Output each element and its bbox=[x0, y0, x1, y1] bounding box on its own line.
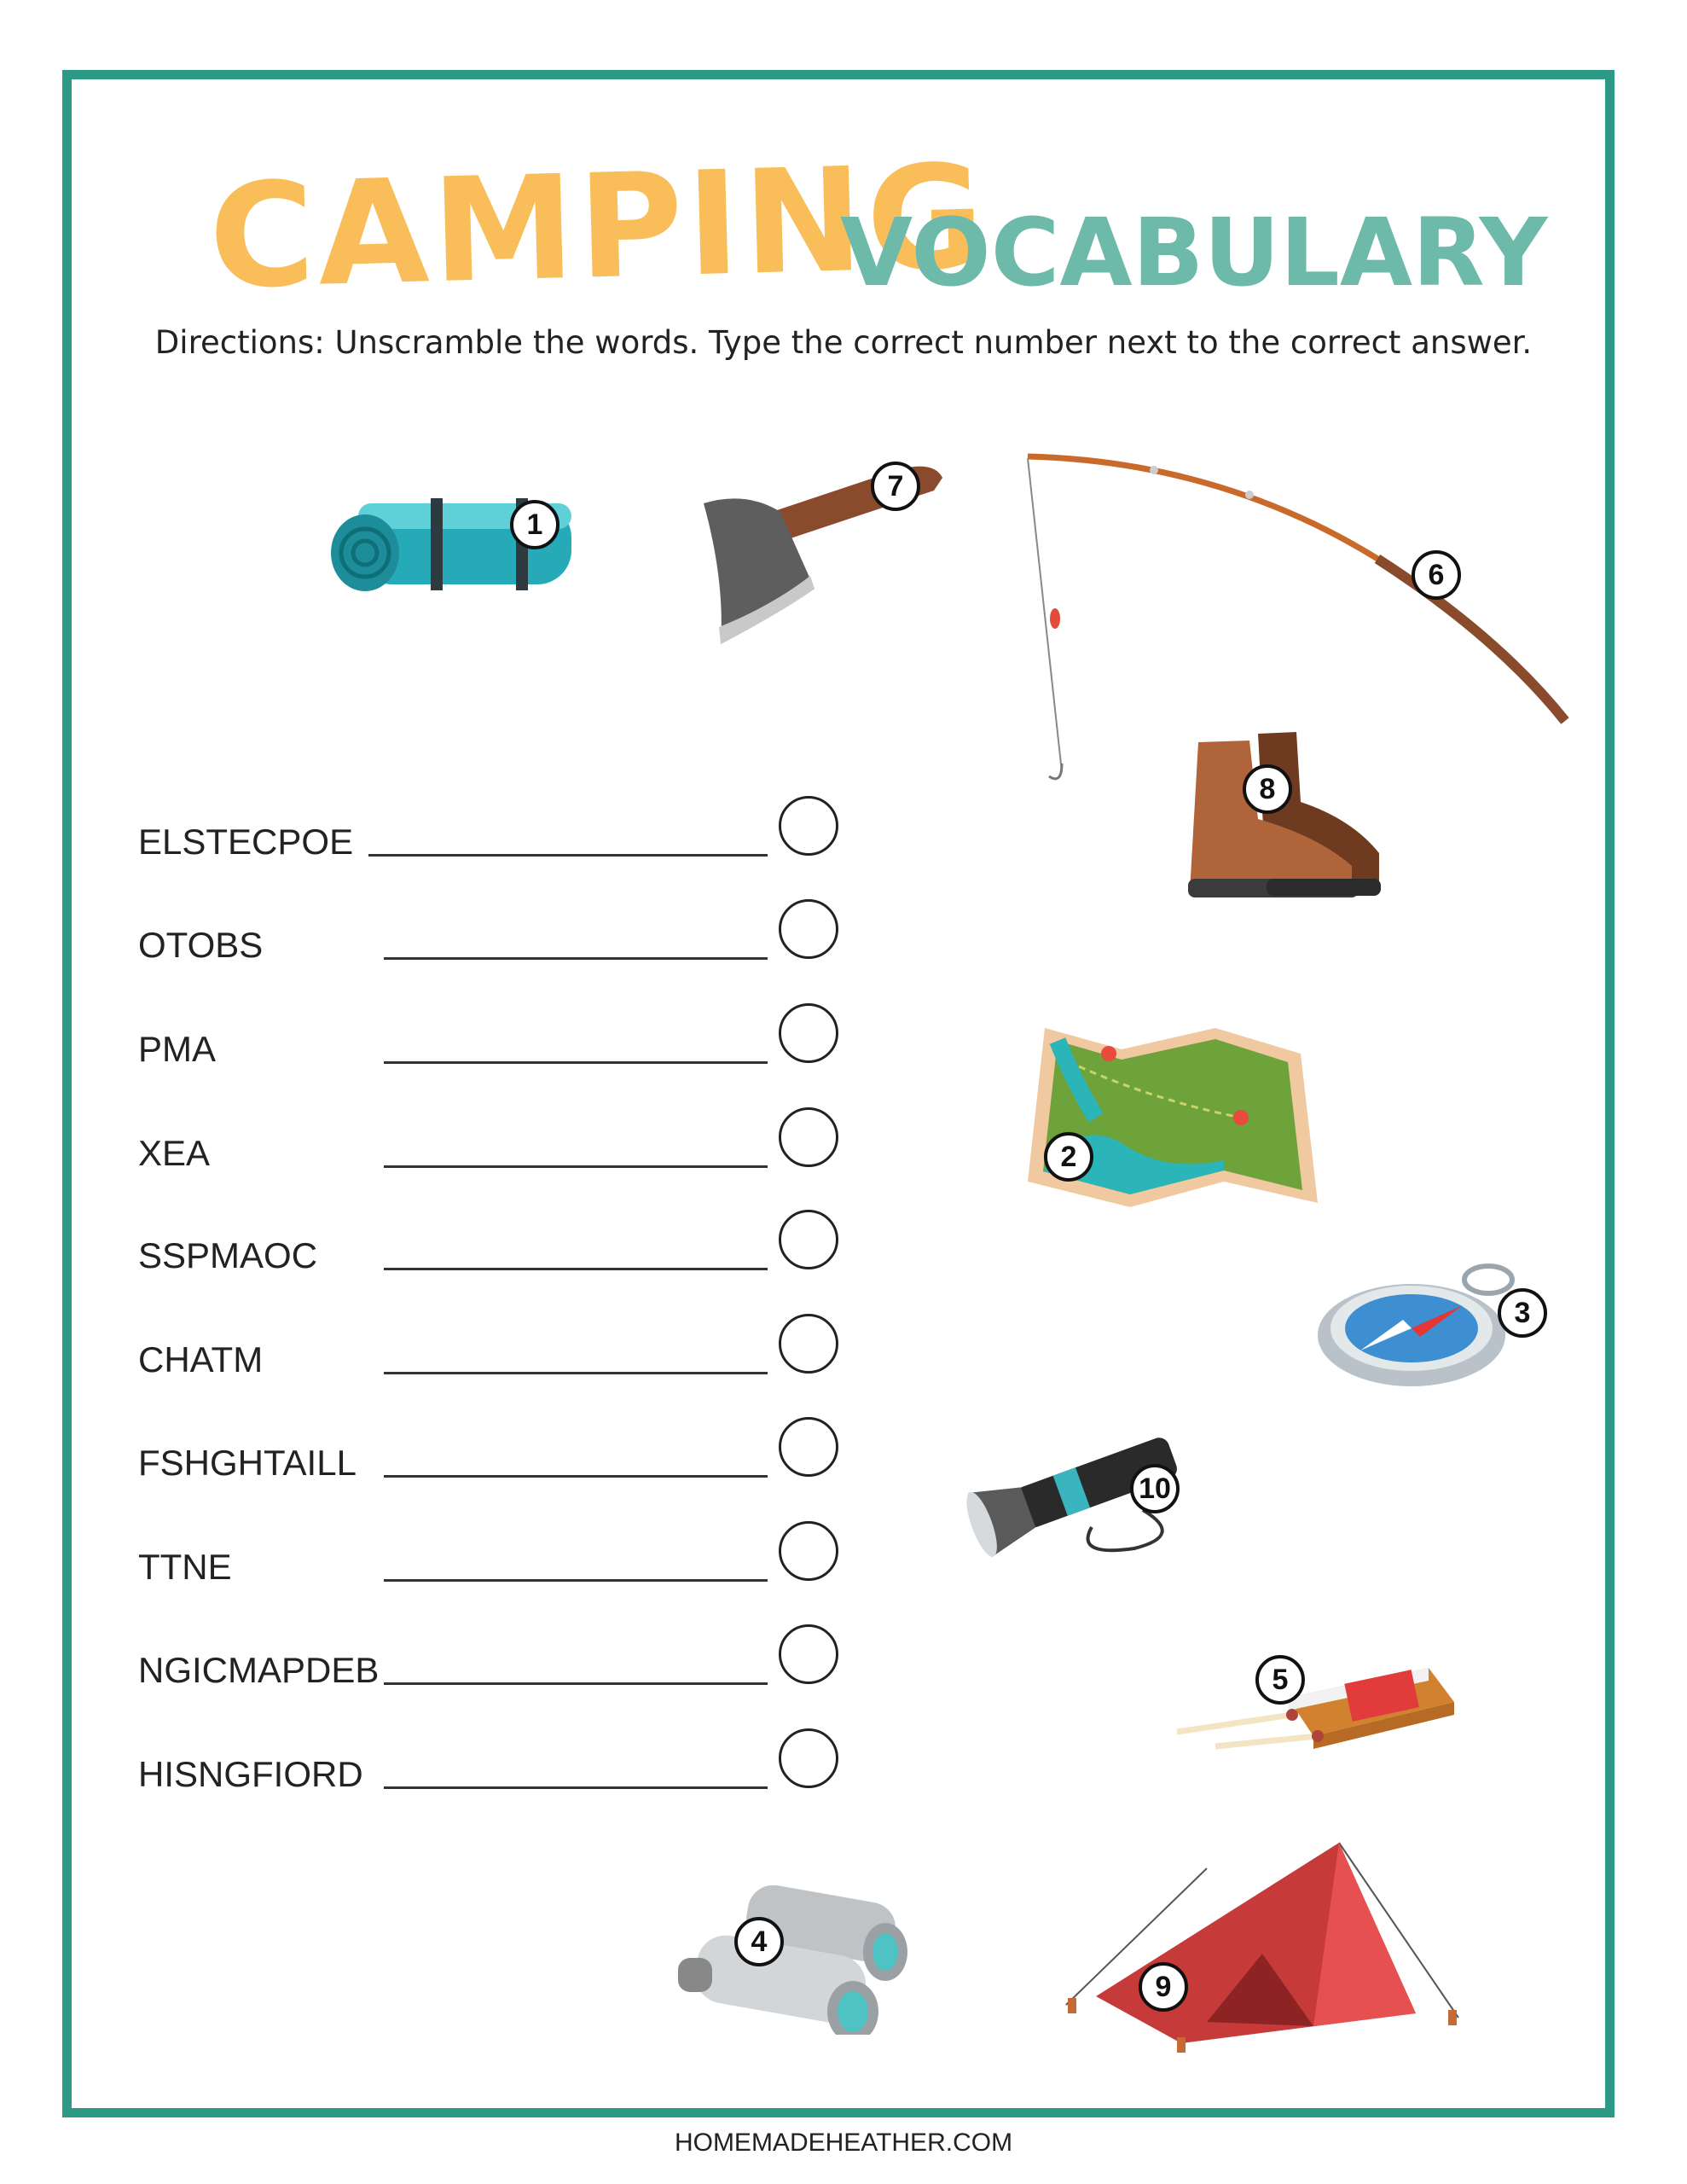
title-camping: CAMPING bbox=[206, 133, 990, 321]
word-row-9 bbox=[0, 1635, 938, 1711]
answer-number-circle[interactable] bbox=[779, 1728, 838, 1788]
answer-number-circle[interactable] bbox=[779, 1003, 838, 1063]
footer-website: HOMEMADEHEATHER.COM bbox=[674, 2129, 1013, 2157]
scrambled-word: TTNE bbox=[138, 1547, 232, 1587]
answer-line[interactable] bbox=[384, 1579, 768, 1582]
scrambled-word: OTOBS bbox=[138, 925, 264, 965]
matches-icon bbox=[1173, 1651, 1463, 1757]
number-badge: 8 bbox=[1243, 764, 1292, 814]
answer-number-circle[interactable] bbox=[779, 1107, 838, 1167]
answer-number-circle[interactable] bbox=[779, 1314, 838, 1374]
word-row-2 bbox=[0, 909, 938, 986]
answer-number-circle[interactable] bbox=[779, 899, 838, 959]
scrambled-word: SSPMAOC bbox=[138, 1235, 318, 1275]
number-badge: 3 bbox=[1498, 1288, 1547, 1338]
number-badge: 2 bbox=[1044, 1132, 1093, 1182]
answer-number-circle[interactable] bbox=[779, 1210, 838, 1269]
number-badge: 4 bbox=[734, 1917, 784, 1966]
compass-icon bbox=[1313, 1258, 1527, 1391]
answer-line[interactable] bbox=[368, 854, 768, 857]
answer-line[interactable] bbox=[384, 1682, 768, 1685]
word-row-5 bbox=[0, 1220, 938, 1297]
hiking-boots-icon bbox=[1181, 725, 1386, 909]
number-badge: 7 bbox=[871, 462, 920, 511]
number-badge: 10 bbox=[1130, 1464, 1180, 1513]
answer-number-circle[interactable] bbox=[779, 796, 838, 856]
scrambled-word: CHATM bbox=[138, 1339, 264, 1380]
word-row-3 bbox=[0, 1014, 938, 1090]
answer-number-circle[interactable] bbox=[779, 1417, 838, 1477]
word-row-8 bbox=[0, 1531, 938, 1608]
answer-number-circle[interactable] bbox=[779, 1624, 838, 1684]
scrambled-word: NGICMAPDEB bbox=[138, 1650, 380, 1690]
word-row-7 bbox=[0, 1427, 938, 1504]
scrambled-word: FSHGHTAILL bbox=[138, 1443, 357, 1483]
word-row-6 bbox=[0, 1324, 938, 1401]
number-badge: 9 bbox=[1139, 1962, 1188, 2012]
tent-icon bbox=[1058, 1834, 1467, 2056]
word-row-1 bbox=[0, 806, 938, 883]
answer-line[interactable] bbox=[384, 1786, 768, 1789]
answer-line[interactable] bbox=[384, 957, 768, 960]
scrambled-word: XEA bbox=[138, 1133, 211, 1173]
answer-line[interactable] bbox=[384, 1268, 768, 1270]
answer-line[interactable] bbox=[384, 1165, 768, 1168]
binoculars-icon bbox=[678, 1885, 921, 2035]
scrambled-word: HISNGFIORD bbox=[138, 1754, 363, 1794]
answer-line[interactable] bbox=[384, 1372, 768, 1374]
answer-line[interactable] bbox=[384, 1475, 768, 1478]
title-vocabulary: VOCABULARY bbox=[840, 198, 1548, 307]
answer-number-circle[interactable] bbox=[779, 1521, 838, 1581]
directions-text: Directions: Unscramble the words. Type the correct number next to the correct answer. bbox=[154, 324, 1533, 361]
map-icon bbox=[1028, 1015, 1318, 1211]
number-badge: 1 bbox=[510, 500, 559, 549]
word-row-4 bbox=[0, 1118, 938, 1194]
sleeping-pad-icon bbox=[324, 478, 606, 614]
answer-line[interactable] bbox=[384, 1061, 768, 1064]
scrambled-word: PMA bbox=[138, 1029, 217, 1069]
word-row-10 bbox=[0, 1739, 938, 1815]
number-badge: 6 bbox=[1412, 550, 1461, 600]
number-badge: 5 bbox=[1255, 1655, 1305, 1705]
scrambled-word: ELSTECPOE bbox=[138, 822, 354, 862]
